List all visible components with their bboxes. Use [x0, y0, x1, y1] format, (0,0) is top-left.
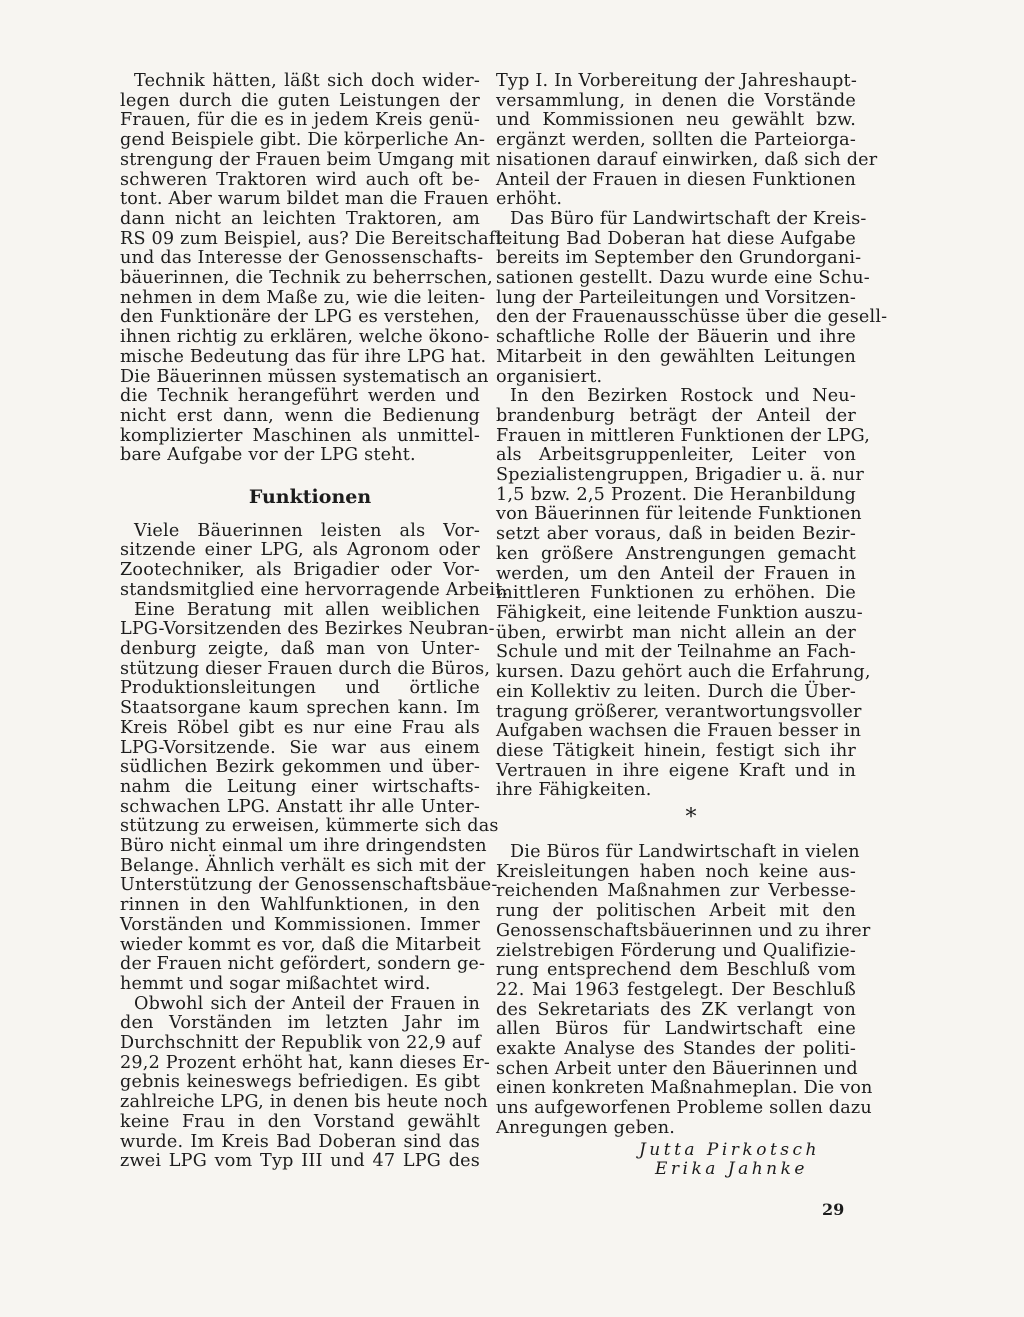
text-line: Frauen, für die es in jedem Kreis genü-: [120, 110, 480, 131]
text-line: zielstrebigen Förderung und Qualifizie-: [496, 940, 856, 961]
text-line: komplizierter Maschinen als unmittel-: [120, 425, 480, 446]
text-line: reichenden Maßnahmen zur Verbesse-: [496, 881, 856, 902]
text-line: In den Bezirken Rostock und Neu-: [510, 386, 856, 407]
text-line: Spezialistengruppen, Brigadier u. ä. nur: [496, 465, 864, 486]
text-line: Viele Bäuerinnen leisten als Vor-: [134, 520, 480, 541]
text-line: denburg zeigte, daß man von Unter-: [120, 638, 480, 659]
text-line: den Funktionäre der LPG es verstehen,: [120, 307, 480, 328]
text-line: brandenburg beträgt der Anteil der: [496, 405, 856, 426]
paragraph: [496, 71, 878, 210]
text-line: erhöht.: [496, 189, 563, 210]
text-line: gebnis keineswegs befriedigen. Es gibt: [120, 1072, 480, 1093]
text-line: diese Tätigkeit hinein, festigt sich ihr: [496, 740, 856, 761]
text-line: Fähigkeit, eine leitende Funktion auszu-: [496, 602, 863, 623]
text-line: Staatsorgane kaum sprechen kann. Im: [120, 698, 480, 719]
text-line: der Frauen nicht gefördert, sondern ge-: [120, 954, 486, 975]
text-line: Technik hätten, läßt sich doch wider-: [134, 71, 480, 91]
text-line: Das Büro für Landwirtschaft der Kreis-: [510, 208, 867, 229]
text-line: ergänzt werden, sollten die Parteiorga-: [496, 130, 856, 151]
text-line: Die Bäuerinnen müssen systematisch an: [120, 366, 489, 387]
author-signature: Erika Jahnke: [654, 1159, 808, 1180]
text-line: rung der politischen Arbeit mit den: [496, 901, 856, 922]
text-line: sationen gestellt. Dazu wurde eine Schu-: [496, 268, 870, 289]
text-line: standsmitglied eine hervorragende Arbeit.: [120, 579, 509, 600]
text-line: 22. Mai 1963 festgelegt. Der Beschluß: [496, 979, 856, 1000]
page-number: 29: [822, 1200, 845, 1219]
text-line: ein Kollektiv zu leiten. Durch die Über-: [496, 681, 856, 702]
text-line: RS 09 zum Beispiel, aus? Die Bereitschaft: [120, 228, 503, 249]
text-line: mittleren Funktionen zu erhöhen. Die: [496, 583, 856, 604]
text-line: von Bäuerinnen für leitende Funktionen: [496, 504, 862, 525]
text-line: die Technik herangeführt werden und: [120, 386, 480, 407]
text-line: allen Büros für Landwirtschaft eine: [496, 1019, 856, 1040]
text-line: Produktionsleitungen und örtliche: [120, 678, 480, 699]
signatures: [496, 1141, 856, 1180]
text-line: des Sekretariats des ZK verlangt von: [496, 999, 856, 1020]
text-line: lung der Parteileitungen und Vorsitzen-: [496, 287, 856, 308]
text-line: mische Bedeutung das für ihre LPG hat.: [120, 346, 487, 367]
text-line: Zootechniker, als Brigadier oder Vor-: [120, 560, 480, 581]
text-line: Aufgaben wachsen die Frauen besser in: [496, 721, 862, 742]
text-line: dann nicht an leichten Traktoren, am: [120, 208, 480, 229]
text-line: organisiert.: [496, 366, 603, 387]
text-line: nicht erst dann, wenn die Bedienung: [120, 405, 480, 426]
text-line: Frauen in mittleren Funktionen der LPG,: [496, 425, 871, 446]
text-line: Kreisleitungen haben noch keine aus-: [496, 861, 856, 882]
text-line: wurde. Im Kreis Bad Doberan sind das: [120, 1131, 480, 1152]
text-line: schweren Traktoren wird auch oft be-: [120, 169, 480, 190]
text-line: bare Aufgabe vor der LPG steht.: [120, 445, 416, 466]
text-line: den der Frauenausschüsse über die gesell-: [496, 307, 888, 328]
text-line: gend Beispiele gibt. Die körperliche An-: [120, 130, 486, 151]
text-line: versammlung, in denen die Vorstände: [496, 90, 856, 111]
text-line: LPG-Vorsitzende. Sie war aus einem: [120, 737, 480, 758]
text-line: Anteil der Frauen in diesen Funktionen: [496, 169, 856, 190]
text-line: kursen. Dazu gehört auch die Erfahrung,: [496, 662, 871, 683]
paragraph: [496, 842, 873, 1139]
text-line: ihre Fähigkeiten.: [496, 780, 652, 801]
text-line: keine Frau in den Vorstand gewählt: [120, 1111, 480, 1132]
text-line: bäuerinnen, die Technik zu beherrschen,: [120, 268, 493, 289]
text-line: ken größere Anstrengungen gemacht: [496, 543, 856, 564]
text-line: und das Interesse der Genossenschafts-: [120, 248, 484, 269]
text-line: rung entsprechend dem Beschluß vom: [496, 960, 856, 981]
text-line: schaftliche Rolle der Bäuerin und ihre: [496, 327, 856, 348]
text-line: einen konkreten Maßnahmeplan. Die von: [496, 1078, 873, 1099]
separator-asterisk: *: [685, 805, 697, 831]
text-line: sitzende einer LPG, als Agronom oder: [120, 540, 480, 561]
paragraph: [496, 208, 888, 387]
text-line: strengung der Frauen beim Umgang mit: [120, 149, 491, 170]
text-line: schwachen LPG. Anstatt ihr alle Unter-: [120, 796, 480, 817]
text-line: nahm die Leitung einer wirtschafts-: [120, 776, 480, 797]
author-signature: Jutta Pirkotsch: [638, 1139, 820, 1160]
text-line: Durchschnitt der Republik von 22,9 auf: [120, 1033, 481, 1054]
text-line: tragung größerer, verantwortungsvoller: [496, 701, 862, 722]
text-line: als Arbeitsgruppenleiter, Leiter von: [496, 445, 856, 466]
text-line: Büro nicht einmal um ihre dringendsten: [120, 836, 487, 857]
text-line: üben, erwirbt man nicht allein an der: [496, 622, 856, 643]
text-line: stützung zu erweisen, kümmerte sich das: [120, 816, 499, 837]
text-line: wieder kommt es vor, daß die Mitarbeit: [120, 934, 481, 955]
text-line: 29,2 Prozent erhöht hat, kann dieses Er-: [120, 1052, 491, 1073]
paragraph: [120, 599, 499, 995]
paragraph: [120, 71, 503, 466]
left-column: [120, 71, 509, 1172]
text-line: nehmen in dem Maße zu, wie die leiten-: [120, 287, 486, 308]
text-line: zwei LPG vom Typ III und 47 LPG des: [120, 1151, 480, 1172]
text-line: nisationen darauf einwirken, daß sich der: [496, 149, 878, 170]
text-line: Genossenschaftsbäuerinnen und zu ihrer: [496, 920, 871, 941]
text-line: rinnen in den Wahlfunktionen, in den: [120, 895, 480, 916]
text-line: bereits im September den Grundorgani-: [496, 248, 862, 269]
text-line: exakte Analyse des Standes der politi-: [496, 1039, 856, 1060]
text-line: uns aufgeworfenen Probleme sollen dazu: [496, 1098, 872, 1119]
text-line: Eine Beratung mit allen weiblichen: [134, 599, 480, 620]
text-line: LPG-Vorsitzenden des Bezirkes Neubran-: [120, 619, 495, 640]
text-line: Vorständen und Kommissionen. Immer: [120, 914, 480, 935]
text-line: Obwohl sich der Anteil der Frauen in: [134, 993, 480, 1014]
text-line: Die Büros für Landwirtschaft in vielen: [510, 842, 860, 863]
text-line: 1,5 bzw. 2,5 Prozent. Die Heranbildung: [496, 484, 856, 505]
paragraph: [496, 386, 871, 801]
text-line: hemmt und sogar mißachtet wird.: [120, 973, 431, 994]
text-line: Anregungen geben.: [496, 1117, 676, 1138]
text-line: Kreis Röbel gibt es nur eine Frau als: [120, 717, 480, 738]
section-heading: Funktionen: [248, 486, 372, 509]
text-line: schen Arbeit unter den Bäuerinnen und: [496, 1058, 858, 1079]
text-line: ihnen richtig zu erklären, welche ökono-: [120, 327, 490, 348]
text-line: stützung dieser Frauen durch die Büros,: [120, 658, 491, 679]
paragraph: [120, 993, 491, 1172]
text-line: legen durch die guten Leistungen der: [120, 90, 480, 111]
text-line: Vertrauen in ihre eigene Kraft und in: [496, 760, 856, 781]
text-line: setzt aber voraus, daß in beiden Bezir-: [496, 524, 856, 545]
text-line: den Vorständen im letzten Jahr im: [120, 1013, 480, 1034]
right-column: [496, 71, 888, 1180]
text-line: werden, um den Anteil der Frauen in: [496, 563, 856, 584]
text-line: tont. Aber warum bildet man die Frauen: [120, 189, 489, 210]
paragraph: [120, 520, 509, 601]
text-line: Unterstützung der Genossenschaftsbäue-: [120, 875, 498, 896]
text-line: Schule und mit der Teilnahme an Fach-: [496, 642, 856, 663]
text-line: Typ I. In Vorbereitung der Jahreshaupt-: [496, 71, 857, 91]
text-line: Mitarbeit in den gewählten Leitungen: [496, 346, 856, 367]
text-line: und Kommissionen neu gewählt bzw.: [496, 110, 856, 131]
text-line: südlichen Bezirk gekommen und über-: [120, 757, 480, 778]
text-line: zahlreiche LPG, in denen bis heute noch: [120, 1092, 488, 1113]
text-line: Belange. Ähnlich verhält es sich mit der: [120, 855, 486, 876]
text-line: leitung Bad Doberan hat diese Aufgabe: [496, 228, 856, 249]
